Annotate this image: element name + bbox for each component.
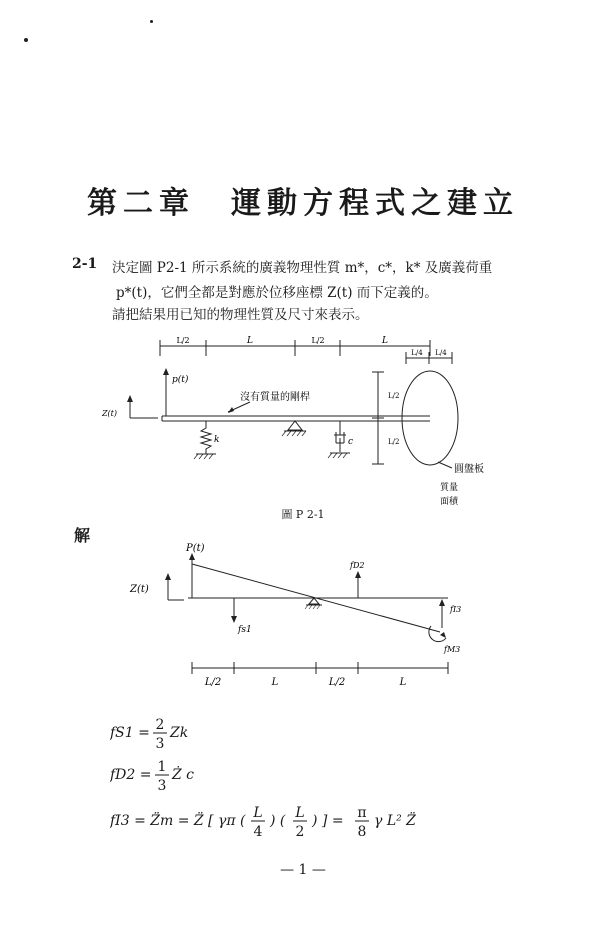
eq3-num-a: L: [253, 805, 263, 821]
fig1-plate-label: 圓盤板: [454, 464, 484, 475]
fig1-side-dim: L/2: [388, 438, 400, 446]
figure-caption: 圖 P 2-1: [281, 508, 325, 521]
fig1-spring-label: k: [214, 435, 220, 445]
sol-fI3-label: fI3: [450, 605, 462, 614]
eq3-num-c: π: [357, 805, 367, 821]
eq3-tail: γ L² Z̈: [374, 813, 416, 829]
problem-number: 2-1: [72, 256, 98, 272]
sol-dim-label: L: [271, 677, 279, 688]
eq1-rhs: Zk: [170, 725, 189, 741]
eq3-mid: ) (: [270, 813, 286, 829]
eq3-lhs: fI3 = Z̈m = Z̈ [ γπ (: [110, 813, 246, 829]
problem-text-line: 決定圖 P2-1 所示系統的廣義物理性質 m*，c*，k* 及廣義荷重: [112, 260, 493, 276]
stray-mark: [24, 38, 28, 42]
fig1-dim-label: L/2: [311, 336, 325, 345]
fig1-dim-label: L: [382, 336, 388, 346]
eq3-den-c: 8: [357, 824, 367, 840]
fig1-dim-label: L/2: [176, 336, 190, 345]
solution-figure: [126, 540, 486, 690]
problem-text-line: 請把結果用已知的物理性質及尺寸來表示。: [112, 307, 369, 323]
sol-dim-label: L/2: [328, 677, 346, 688]
stray-mark: [150, 20, 153, 23]
fig1-dim-label: L/4: [435, 349, 447, 357]
fig1-beam-label: 沒有質量的剛桿: [240, 392, 310, 403]
equations: [110, 712, 530, 852]
figure-p2-1: [100, 332, 520, 507]
page-number: — 1 —: [280, 862, 326, 878]
eq2-num: 1: [157, 759, 167, 775]
eq3-den-b: 2: [295, 824, 305, 840]
sol-dim-label: L/2: [204, 677, 222, 688]
eq2-rhs: Ż c: [172, 767, 195, 783]
eq2-den: 3: [157, 778, 167, 794]
eq1-lhs: fS1 =: [110, 725, 150, 741]
sol-fM3-label: fM3: [444, 645, 461, 654]
problem-text-line: p*(t)，它們全都是對應於位移座標 Z(t) 而下定義的。: [116, 285, 438, 301]
fig1-dim-label: L/4: [411, 349, 423, 357]
fig1-damper-label: c: [348, 437, 354, 447]
sol-dim-label: L: [399, 677, 407, 688]
sol-fD2-label: fD2: [350, 561, 365, 570]
sol-displacement-label: Z(t): [130, 584, 149, 595]
fig1-side-dim: L/2: [388, 392, 400, 400]
fig1-plate-area-label: 面積: [440, 497, 459, 507]
eq3-num-b: L: [295, 805, 305, 821]
eq3-mid2: ) ] =: [312, 813, 344, 829]
fig1-load-label: p(t): [172, 375, 189, 385]
eq2-lhs: fD2 =: [110, 767, 152, 783]
eq1-num: 2: [155, 717, 165, 733]
fig1-dim-label: L: [247, 336, 253, 346]
chapter-title: 第二章 運動方程式之建立: [87, 186, 519, 221]
solution-label: 解: [74, 526, 91, 545]
eq1-den: 3: [155, 736, 165, 752]
fig1-displacement-label: Z(t): [102, 409, 118, 418]
fig1-plate-mass-label: 質量: [440, 483, 459, 493]
eq3-den-a: 4: [253, 824, 263, 840]
sol-load-label: P(t): [186, 543, 205, 554]
sol-fs1-label: fs1: [238, 625, 252, 635]
